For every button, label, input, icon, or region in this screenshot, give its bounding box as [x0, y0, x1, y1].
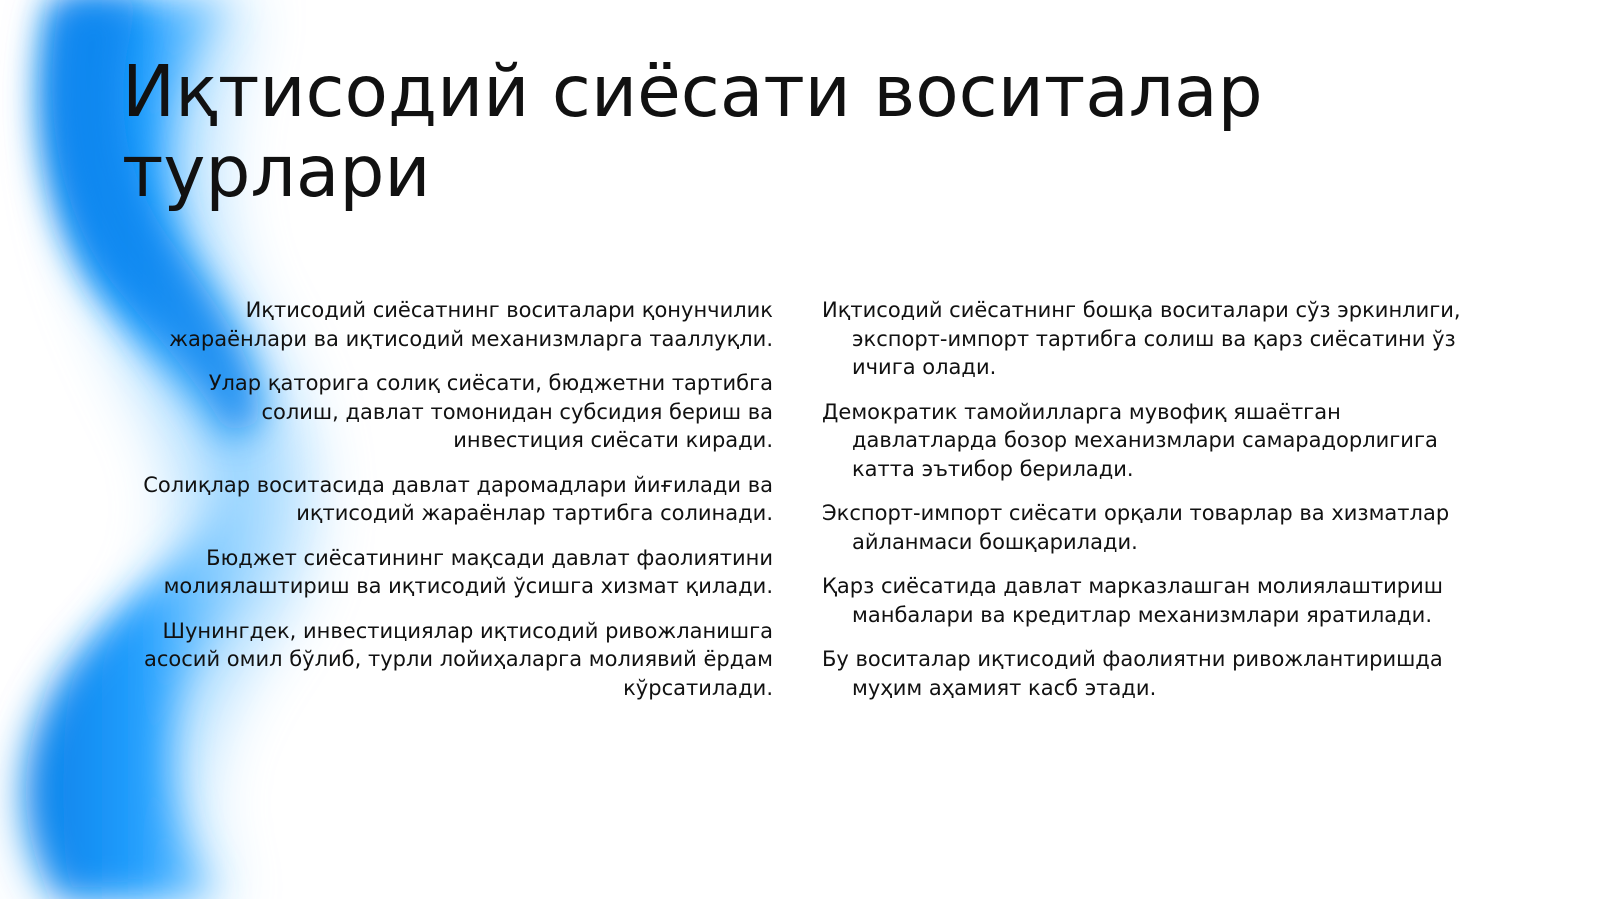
left-text-column: [125, 296, 773, 718]
slide-title: Иқтисодий сиёсати воситалар турлари: [122, 50, 1263, 213]
right-paragraph-5: Бу воситалар иқтисодий фаолиятни ривожлантиришда муҳим аҳамият касб этади.: [822, 647, 1443, 700]
left-paragraph-5: Шунингдек, инвестициялар иқтисодий ривожланишга асосий омил бўлиб, турли лойиҳаларга молиявий ёрдам кўрсатилади.: [144, 618, 773, 700]
left-paragraph-4: Бюджет сиёсатининг мақсади давлат фаолиятини молиялаштириш ва иқтисодий ўсишга хизмат қилади.: [163, 545, 773, 598]
right-paragraph-3: Экспорт-импорт сиёсати орқали товарлар ва хизматлар айланмаси бошқарилади.: [822, 501, 1450, 554]
left-paragraph-3: Солиқлар воситасида давлат даромадлари йиғилади ва иқтисодий жараёнлар тартибга солинади.: [143, 472, 773, 525]
right-paragraph-1: Иқтисодий сиёсатнинг бошқа воситалари сўз эркинлиги, экспорт-импорт тартибга солиш ва қарз сиёсатини ўз ичига олади.: [822, 298, 1461, 379]
right-paragraph-2: Демократик тамойилларга мувофиқ яшаётган давлатларда бозор механизмлари самарадорлигига катта эътибор берилади.: [822, 399, 1438, 481]
left-paragraph-1: Иқтисодий сиёсатнинг воситалари қонунчилик жараёнлари ва иқтисодий механизмларга тааллуқли.: [169, 298, 773, 351]
right-text-column: [822, 296, 1472, 718]
left-paragraph-2: Улар қаторига солиқ сиёсати, бюджетни тартибга солиш, давлат томонидан субсидия бериш ва инвестиция сиёсати киради.: [208, 371, 773, 452]
right-paragraph-4: Қарз сиёсатида давлат марказлашган молиялаштириш манбалари ва кредитлар механизмлари яратилади.: [822, 574, 1443, 627]
